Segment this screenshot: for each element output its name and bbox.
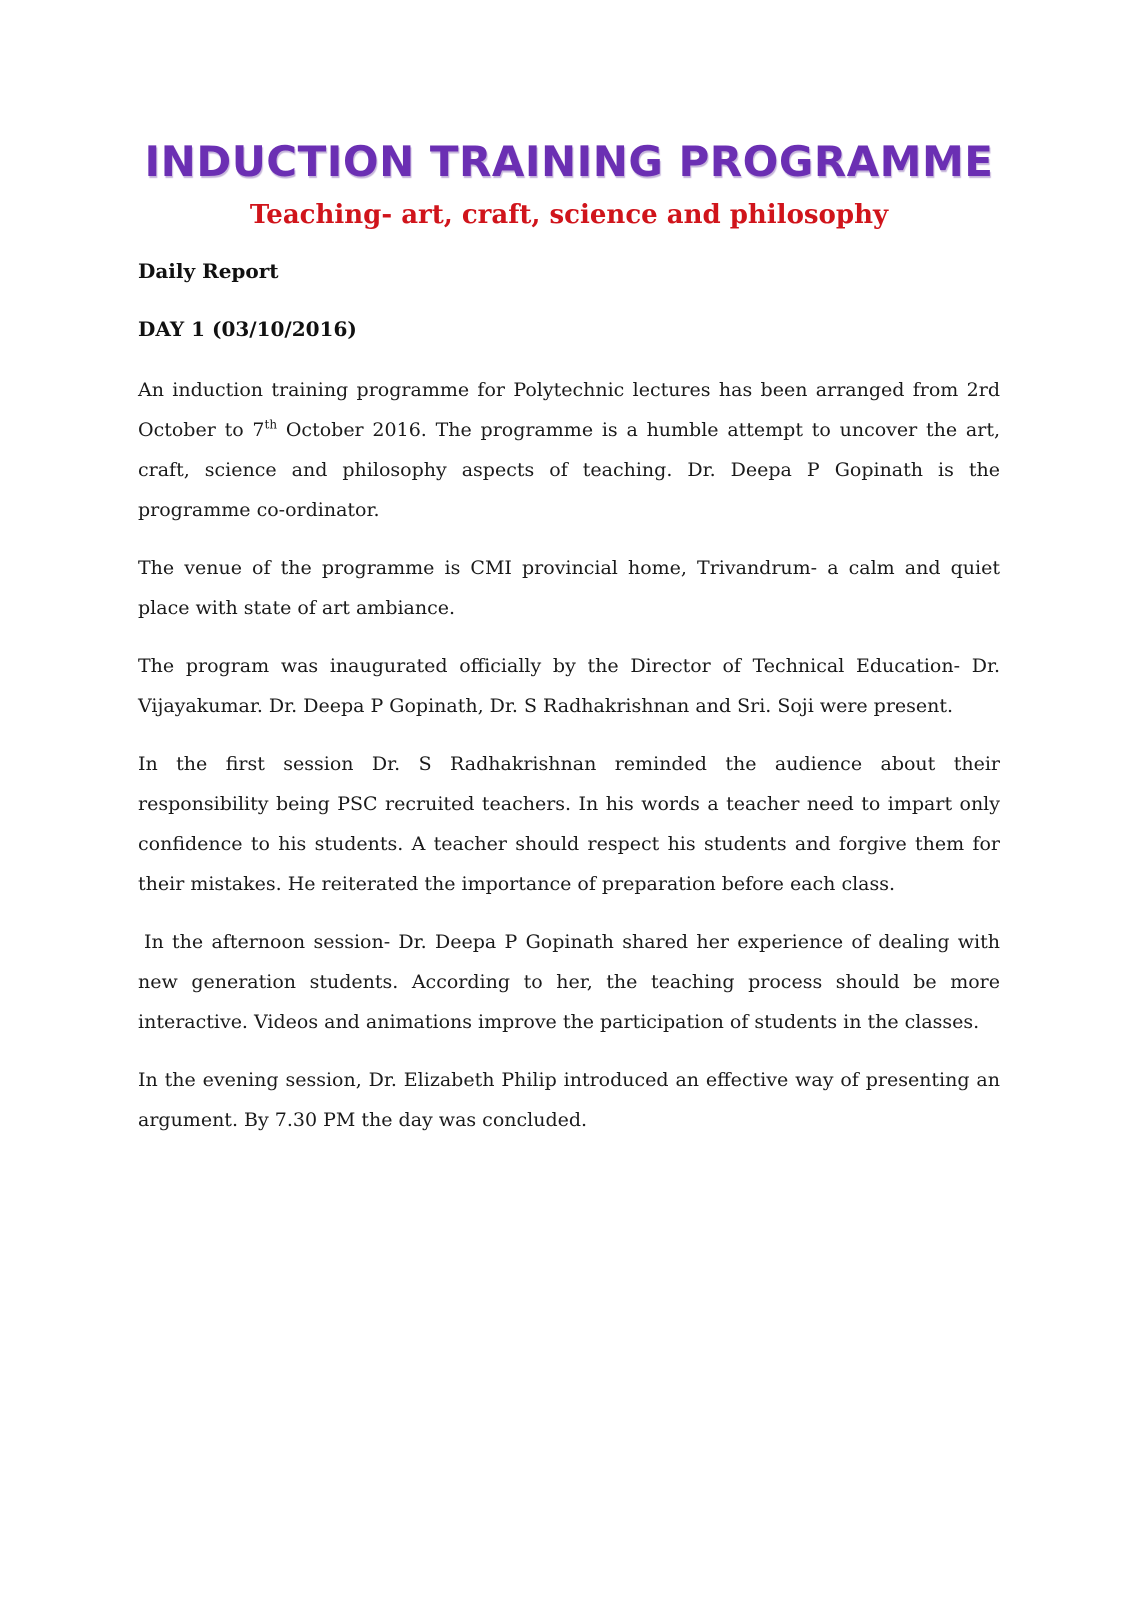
paragraph-intro-part-b: October 2016. The programme is a humble attempt to uncover the art, craft, science and philosophy aspects of teaching. Dr. Deepa P Gopinath is the programme co-ordinator. <box>138 419 1000 521</box>
ordinal-suffix: th <box>264 417 278 432</box>
paragraph-intro <box>138 370 1000 530</box>
document-subtitle: Teaching- art, craft, science and philosophy <box>249 200 889 230</box>
report-label: Daily Report <box>138 259 279 283</box>
day-heading: DAY 1 (03/10/2016) <box>138 317 357 341</box>
paragraph-intro-part-a: An induction training programme for Polytechnic lectures has been arranged from 2rd October to 7 <box>138 379 1000 441</box>
document-title: INDUCTION TRAINING PROGRAMME <box>144 137 994 186</box>
paragraph-first-session: In the first session Dr. S Radhakrishnan reminded the audience about their responsibility being PSC recruited teachers. In his words a teacher need to impart only confidence to his students. A teacher should respect his students and forgive them for their mistakes. He reiterated the importance of preparation before each class. <box>138 753 1000 895</box>
paragraph-evening-session: In the evening session, Dr. Elizabeth Philip introduced an effective way of presenting an argument. By 7.30 PM the day was concluded. <box>138 1069 1000 1131</box>
report-body <box>138 258 1000 1158</box>
paragraph-inauguration: The program was inaugurated officially by the Director of Technical Education- Dr. Vijayakumar. Dr. Deepa P Gopinath, Dr. S Radhakrishnan and Sri. Soji were present. <box>138 655 1000 717</box>
paragraph-afternoon-session: In the afternoon session- Dr. Deepa P Gopinath shared her experience of dealing with new generation students. According to her, the teaching process should be more interactive. Videos and animations improve the participation of students in the classes. <box>138 931 1000 1033</box>
paragraph-venue: The venue of the programme is CMI provincial home, Trivandrum- a calm and quiet place with state of art ambiance. <box>138 557 1000 619</box>
